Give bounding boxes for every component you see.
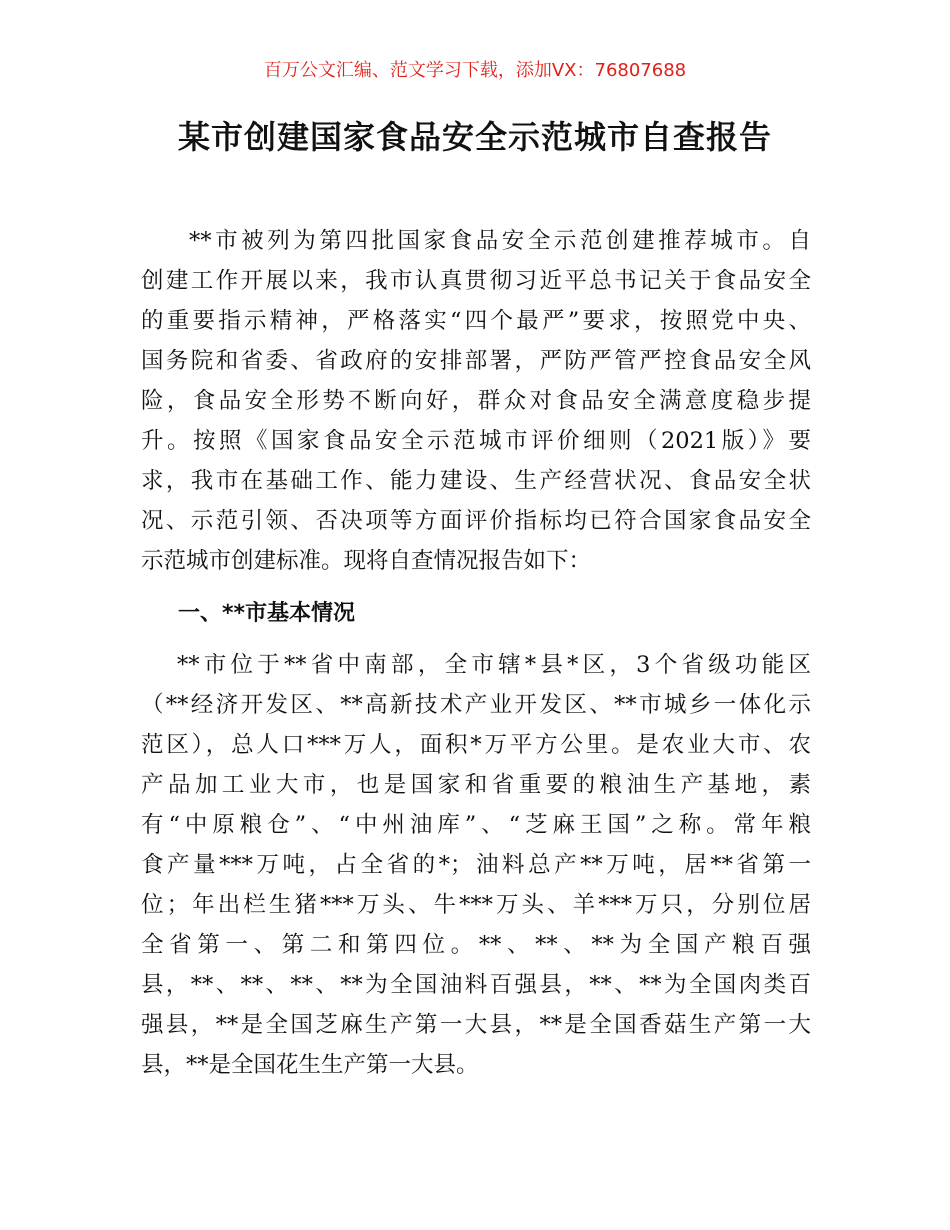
text-line: 食产量***万吨，占全省的*；油料总产**万吨，居**省第一 [141, 852, 811, 878]
text-line: 险，食品安全形势不断向好，群众对食品安全满意度稳步提 [141, 388, 811, 414]
promo-banner: 百万公文汇编、范文学习下载，添加VX：76807688 [263, 60, 687, 81]
paragraph-intro [141, 221, 811, 581]
section-heading: 一、**市基本情况 [178, 601, 356, 626]
text-line: 示范城市创建标准。现将自查情况报告如下： [141, 548, 592, 574]
text-line: **市位于**省中南部，全市辖*县*区，3个省级功能区 [177, 652, 811, 678]
text-line: 创建工作开展以来，我市认真贯彻习近平总书记关于食品安全 [141, 268, 811, 294]
text-line: 县，**是全国花生生产第一大县。 [141, 1052, 479, 1078]
text-line: 升。按照《国家食品安全示范城市评价细则（2021版）》要 [141, 428, 811, 454]
text-line: 的重要指示精神，严格落实“四个最严”要求，按照党中央、 [141, 308, 811, 334]
text-line: **市被列为第四批国家食品安全示范创建推荐城市。自 [189, 228, 811, 254]
text-line: 全省第一、第二和第四位。**、**、**为全国产粮百强 [141, 932, 811, 958]
text-line: 况、示范引领、否决项等方面评价指标均已符合国家食品安全 [141, 508, 811, 534]
text-line: 位；年出栏生猪***万头、牛***万头、羊***万只，分别位居 [141, 892, 811, 918]
text-line: 强县，**是全国芝麻生产第一大县，**是全国香菇生产第一大 [141, 1012, 811, 1038]
document-title: 某市创建国家食品安全示范城市自查报告 [177, 118, 772, 156]
paragraph-basic-info [141, 645, 811, 1085]
text-line: 县，**、**、**、**为全国油料百强县，**、**为全国肉类百 [141, 972, 811, 998]
text-line: 国务院和省委、省政府的安排部署，严防严管严控食品安全风 [141, 348, 811, 374]
text-line: （**经济开发区、**高新技术产业开发区、**市城乡一体化示 [141, 692, 811, 718]
text-line: 范区），总人口***万人，面积*万平方公里。是农业大市、农 [141, 732, 811, 758]
text-line: 产品加工业大市，也是国家和省重要的粮油生产基地，素 [141, 772, 811, 798]
text-line: 求，我市在基础工作、能力建设、生产经营状况、食品安全状 [141, 468, 811, 494]
text-line: 有“中原粮仓”、“中州油库”、“芝麻王国”之称。常年粮 [141, 812, 811, 838]
